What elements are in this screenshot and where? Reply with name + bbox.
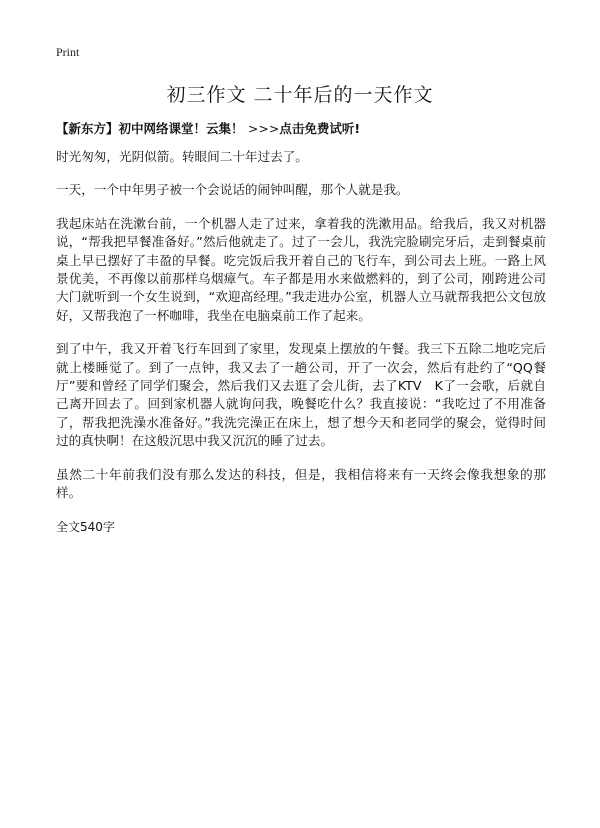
article-paragraph: 一天，一个中年男子被一个会说话的闹钟叫醒，那个人就是我。 bbox=[56, 182, 409, 198]
article-paragraph: 虽然二十年前我们没有那么发达的科技，但是，我相信将来有一天终会像我想象的那样。 bbox=[56, 466, 546, 501]
promo-banner bbox=[56, 119, 556, 137]
article-paragraph: 到了中午，我又开着飞行车回到了家里，发现桌上摆放的午餐。我三下五除二地吃完后就上楼睡觉了。到了一点钟，我又去了一趟公司，开了一次会，然后有赴约了“QQ餐厅”要和曾经了同学们聚会，然后我们又去逛了会儿街，去了KTV K了一会歌，后就自己离开回去了。回到家机器人就询问我，晚餐吃什么？我直接说：“我吃过了不用准备了，帮我把洗澡水准备好。”我洗完澡正在床上，想了想今天和老同学的聚会，觉得时间过的真快啊！在这般沉思中我又沉沉的睡了过去。 bbox=[56, 341, 546, 449]
promo-course-link[interactable]: 初中网络课堂！云集！ bbox=[118, 121, 244, 136]
article-paragraph: 时光匆匆，光阴似箭。转眼间二十年过去了。 bbox=[56, 149, 308, 164]
word-count: 全文540字 bbox=[56, 519, 115, 534]
article-title: 初三作文 二十年后的一天作文 bbox=[166, 84, 434, 106]
print-link[interactable]: Print bbox=[56, 45, 80, 59]
free-trial-link[interactable]: 点击免费试听! bbox=[279, 121, 361, 136]
promo-arrows: >>> bbox=[247, 121, 280, 136]
promo-brand-link[interactable]: 【新东方】 bbox=[56, 121, 119, 136]
article-paragraph: 我起床站在洗漱台前，一个机器人走了过来，拿着我的洗漱用品。给我后，我又对机器说，“帮我把早餐准备好。”然后他就走了。过了一会儿，我洗完脸刷完牙后，走到餐桌前桌上早已摆好了丰盈的早餐。吃完饭后我开着自己的飞行车，到公司去上班。一路上风景优美，不再像以前那样乌烟瘴气。车子都是用水来做燃料的，到了公司，刚跨进公司大门就听到一个女生说到，“欢迎高经理。”我走进办公室，机器人立马就帮我把公文包放好，又帮我泡了一杯咖啡，我坐在电脑桌前工作了起来。 bbox=[56, 215, 546, 323]
article-body bbox=[56, 148, 546, 551]
